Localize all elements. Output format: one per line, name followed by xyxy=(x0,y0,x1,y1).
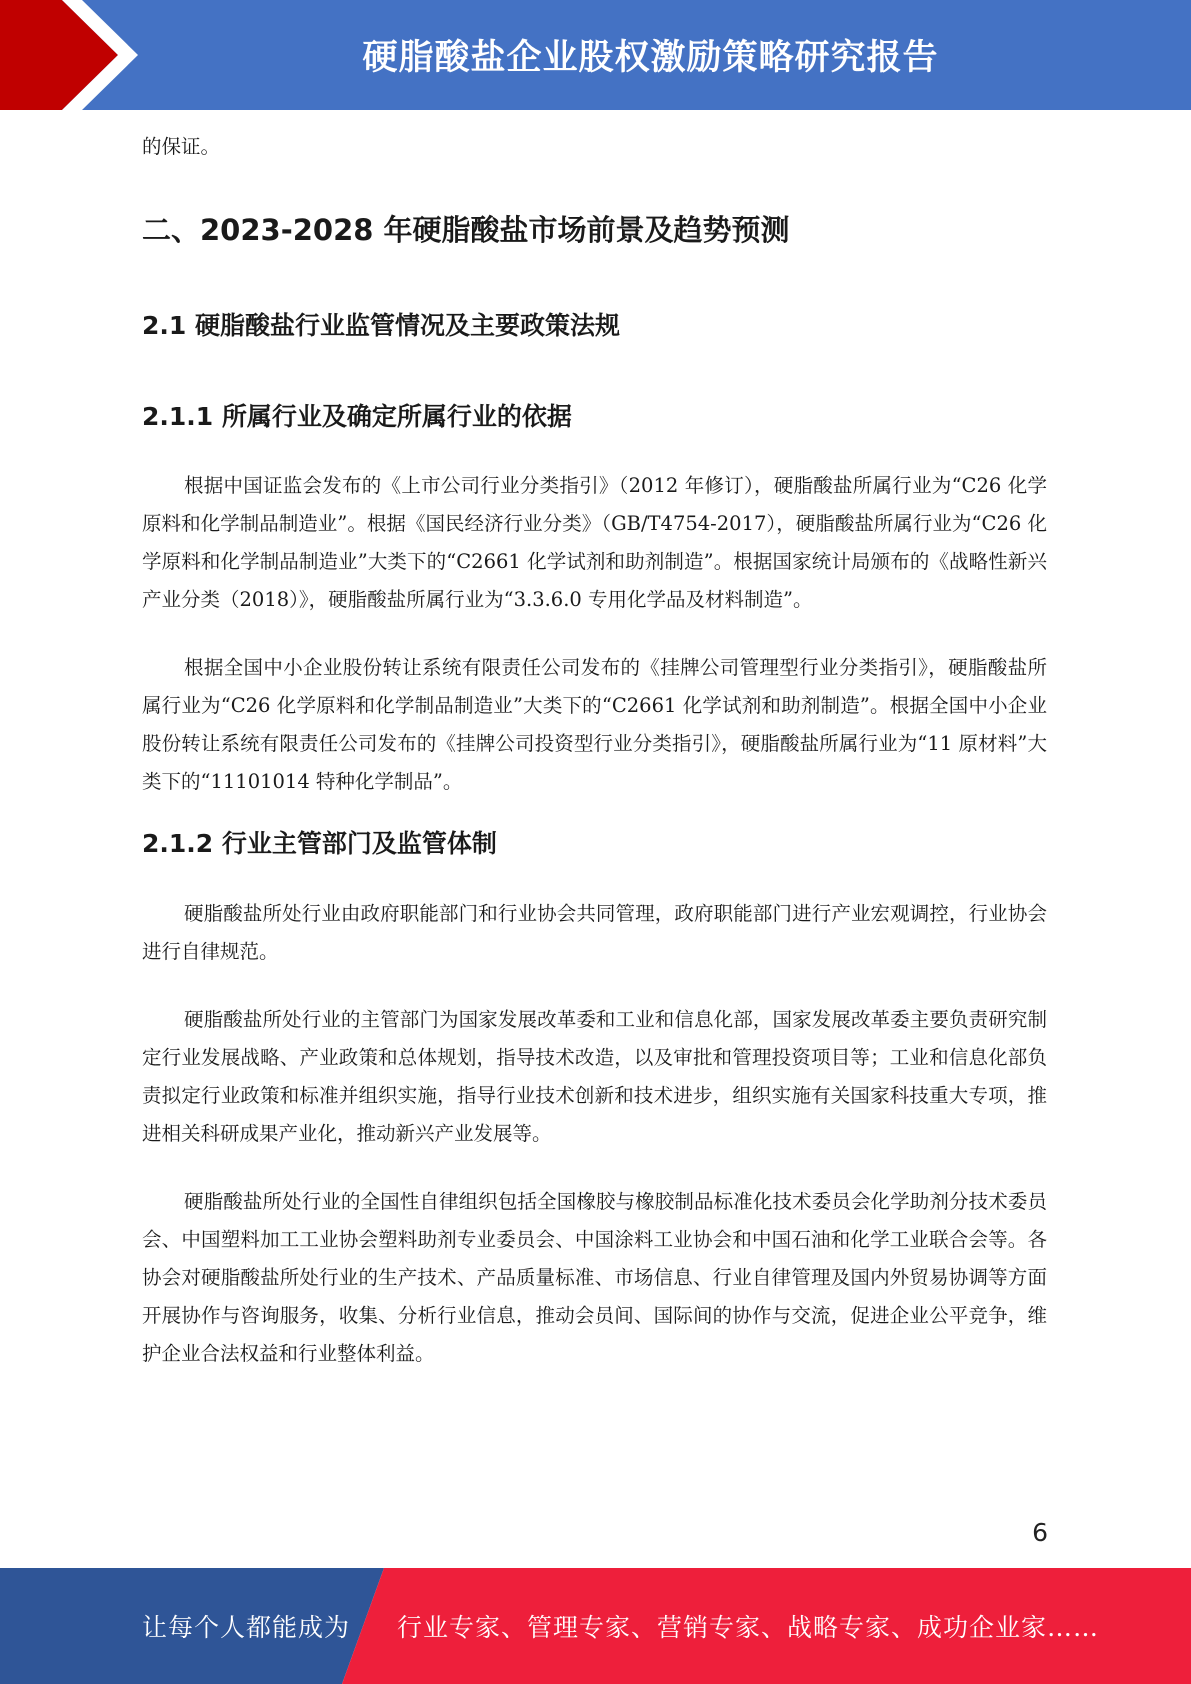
document-body xyxy=(142,128,1047,1373)
sub-heading-2-1-1: 2.1.1 所属行业及确定所属行业的依据 xyxy=(142,402,572,431)
report-title: 硬脂酸盐企业股权激励策略研究报告 xyxy=(362,38,939,78)
page-number: 6 xyxy=(1032,1518,1048,1547)
section-heading: 二、2023-2028 年硬脂酸盐市场前景及趋势预测 xyxy=(142,213,790,247)
intro-tail-text: 的保证。 xyxy=(142,135,221,158)
paragraph: 硬脂酸盐所处行业的全国性自律组织包括全国橡胶与橡胶制品标准化技术委员会化学助剂分技术委员会、中国塑料加工工业协会塑料助剂专业委员会、中国涂料工业协会和中国石油和化学工业联合会等。各协会对硬脂酸盐所处行业的生产技术、产品质量标准、市场信息、行业自律管理及国内外贸易协调等方面开展协作与咨询服务，收集、分析行业信息，推动会员间、国际间的协作与交流，促进企业公平竞争，维护企业合法权益和行业整体利益。 xyxy=(142,1190,1047,1365)
footer-slogan-right: 行业专家、管理专家、营销专家、战略专家、成功企业家…… xyxy=(397,1613,1100,1642)
subsection-heading: 2.1 硬脂酸盐行业监管情况及主要政策法规 xyxy=(142,311,620,340)
footer-slogan-left: 让每个人都能成为 xyxy=(142,1613,351,1642)
paragraph: 硬脂酸盐所处行业的主管部门为国家发展改革委和工业和信息化部，国家发展改革委主要负责研究制定行业发展战略、产业政策和总体规划，指导技术改造，以及审批和管理投资项目等；工业和信息化部负责拟定行业政策和标准并组织实施，指导行业技术创新和技术进步，组织实施有关国家科技重大专项，推进相关科研成果产业化，推动新兴产业发展等。 xyxy=(142,1008,1047,1145)
paragraph: 根据中国证监会发布的《上市公司行业分类指引》（2012 年修订），硬脂酸盐所属行业为“C26 化学原料和化学制品制造业”。根据《国民经济行业分类》（GB/T4754-2017），硬脂酸盐所属行业为“C26 化学原料和化学制品制造业”大类下的“C2661 化学试剂和助剂制造”。根据国家统计局颁布的《战略性新兴产业分类（2018）》，硬脂酸盐所属行业为“3.3.6.0 专用化学品及材料制造”。 xyxy=(142,474,1047,611)
page-header xyxy=(0,0,1191,110)
paragraph: 根据全国中小企业股份转让系统有限责任公司发布的《挂牌公司管理型行业分类指引》，硬脂酸盐所属行业为“C26 化学原料和化学制品制造业”大类下的“C2661 化学试剂和助剂制造”。根据全国中小企业股份转让系统有限责任公司发布的《挂牌公司投资型行业分类指引》，硬脂酸盐所属行业为“11 原材料”大类下的“11101014 特种化学制品”。 xyxy=(142,656,1047,793)
page-footer xyxy=(0,1568,1191,1684)
paragraph: 硬脂酸盐所处行业由政府职能部门和行业协会共同管理，政府职能部门进行产业宏观调控，行业协会进行自律规范。 xyxy=(142,902,1047,963)
sub-heading-2-1-2: 2.1.2 行业主管部门及监管体制 xyxy=(142,829,497,858)
